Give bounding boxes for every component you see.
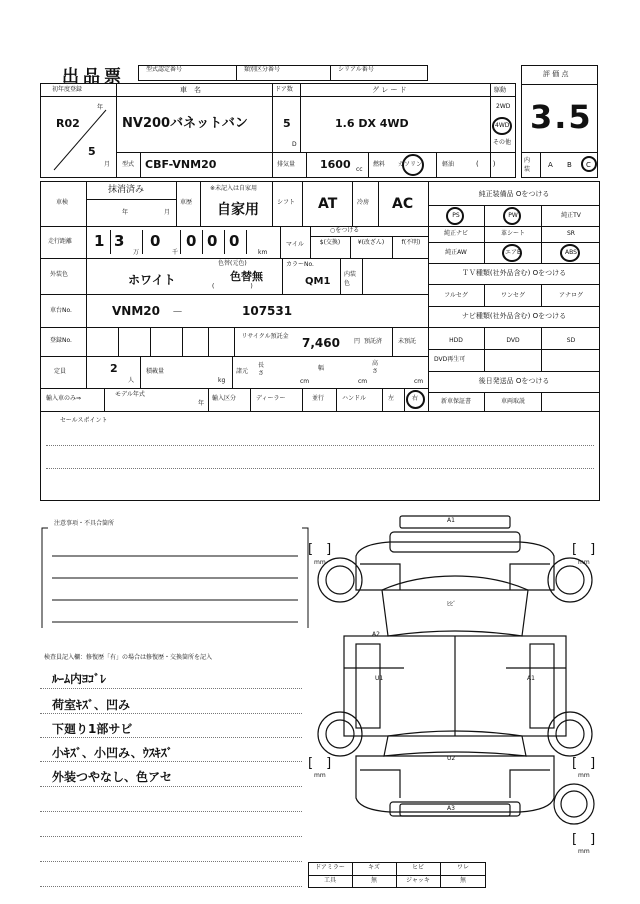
- model-year-label: モデル年式: [115, 391, 145, 398]
- history-value: 自家用: [217, 202, 259, 218]
- acc-header-crack: ヒビ: [411, 864, 424, 871]
- grade-value: 1.6 DX 4WD: [335, 117, 409, 130]
- mm-unit-fl: mm: [314, 559, 326, 566]
- displacement-label: 排気量: [277, 161, 296, 168]
- mm-bracket-rr: [ ]: [572, 756, 596, 771]
- drive-other: その他: [493, 139, 512, 146]
- length-label: 長さ: [258, 362, 265, 377]
- serial-label: シリアル番号: [338, 66, 374, 73]
- inspector-note-2: 荷室ｷｽﾞ、凹み: [52, 698, 131, 712]
- handle-left: 左: [388, 395, 395, 402]
- capacity-unit: 人: [128, 377, 135, 384]
- mm-bracket-rl: [ ]: [308, 756, 332, 771]
- acc-header-scratch: キズ: [368, 864, 380, 871]
- genuine-title: 純正装備品 Oをつける: [478, 190, 550, 198]
- inspector-note-1: ﾙｰﾑ内ﾖｺﾞﾚ: [52, 672, 107, 686]
- year-unit: 年: [97, 104, 104, 111]
- equip-ps-circle: [446, 207, 464, 225]
- car-name-label: 車 名: [180, 86, 201, 94]
- drive-2wd: 2WD: [496, 103, 511, 110]
- interior-c: C: [586, 161, 591, 169]
- length-unit: cm: [300, 378, 310, 385]
- later-manual: 車両取説: [500, 398, 525, 405]
- diagram-label-u1: U1: [375, 675, 384, 682]
- color-no-label: カラーNo.: [286, 261, 314, 268]
- capacity-label: 定員: [54, 368, 67, 375]
- later-warranty: 新車保証書: [440, 398, 471, 405]
- import-label: 輸入車のみ⇒: [46, 395, 82, 402]
- mm-bracket-fl: [ ]: [308, 542, 332, 557]
- equip-leather: 革シート: [500, 230, 525, 237]
- notes-label: 注意事項・不具合箇所: [54, 520, 115, 527]
- recycle-value: 7,460: [302, 336, 340, 350]
- width-label: 幅: [318, 365, 325, 372]
- color-value: ホワイト: [128, 273, 176, 287]
- drive-4wd: 4WD: [495, 122, 510, 129]
- width-unit: cm: [358, 378, 368, 385]
- mileage-digit-2: 3: [114, 232, 125, 250]
- diagram-label-a2: A2: [372, 631, 380, 638]
- doors-value: 5: [283, 117, 291, 130]
- diagram-label-u2: U2: [447, 755, 456, 762]
- recycle-label: リサイクル預託金: [241, 333, 289, 340]
- ac-label: 冷房: [357, 199, 370, 206]
- mileage-type-label: マイル: [286, 241, 304, 248]
- equip-pw-circle: [503, 207, 521, 225]
- reg-no-label: 登録No.: [50, 337, 72, 344]
- acc-header-break: ワレ: [456, 864, 469, 871]
- shaken-label: 車検: [56, 199, 69, 206]
- doors-unit: D: [292, 141, 297, 148]
- notes-bracket: [40, 520, 310, 630]
- class-no-label: 類別区分番号: [244, 66, 281, 73]
- mileage-digit-3: 0: [150, 232, 161, 250]
- tv-fullseg: フルセグ: [444, 292, 468, 299]
- diagram-label-a1-top: A1: [447, 517, 455, 524]
- mm-unit-rl: mm: [314, 772, 326, 779]
- load-label: 積載量: [146, 368, 165, 375]
- equip-tv: 純正TV: [561, 212, 581, 219]
- tv-analog: アナログ: [558, 292, 583, 299]
- nav-title: ナビ種類(社外品含む) Oをつける: [461, 312, 567, 320]
- score-label: 評 価 点: [543, 70, 569, 78]
- chassis-dash: －: [172, 305, 183, 318]
- nav-sd: SD: [566, 337, 576, 344]
- doors-label: ドア数: [275, 86, 293, 93]
- mileage-circle-note: ○をつける: [330, 227, 360, 234]
- shaken-year-unit: 年: [122, 209, 129, 216]
- recycle-yen: 円: [354, 338, 361, 345]
- equip-pw: PW: [508, 212, 518, 219]
- form-title: 出品票: [62, 67, 125, 87]
- chassis-label: 車台No.: [50, 307, 72, 314]
- reg-divider-slash: [50, 100, 110, 172]
- mm-unit-spare: mm: [578, 848, 590, 855]
- acc-header-mirror: ドアミラー: [315, 864, 345, 871]
- reg-era: R02: [56, 117, 80, 130]
- equip-airbag: エアB: [504, 249, 522, 256]
- acc-tools-label: 工具: [323, 877, 336, 884]
- drive-label: 駆動: [494, 87, 507, 94]
- mileage-digit-6: 0: [229, 232, 240, 250]
- car-name: NV200バネットバン: [122, 116, 248, 131]
- nav-dvd: DVD: [506, 337, 520, 344]
- diagram-label-windshield: ﾋﾋﾞ: [447, 601, 457, 608]
- shaken-month-unit: 月: [164, 209, 171, 216]
- sales-point-label: セールスポイント: [60, 417, 108, 424]
- tv-title: ＴＶ種類(社外品含む) Oをつける: [461, 269, 567, 277]
- drive-4wd-circle: [492, 117, 512, 135]
- equip-ps: PS: [452, 212, 460, 219]
- dvd-play: DVD再生可: [434, 356, 466, 363]
- recycle-paid: 預託済: [364, 338, 383, 345]
- acc-tools-value: 無: [370, 877, 377, 884]
- repaint-value: 色替無: [230, 270, 263, 283]
- reg-month: 5: [88, 145, 96, 158]
- equip-abs-circle: [560, 244, 580, 262]
- height-unit: cm: [414, 378, 424, 385]
- mileage-unknown: f(不明): [401, 239, 421, 246]
- load-unit: kg: [218, 377, 226, 384]
- model-value: CBF-VNM20: [145, 158, 217, 171]
- acc-jack-value: 無: [459, 877, 466, 884]
- import-dealer: ディーラー: [256, 395, 286, 402]
- handle-right: 右: [412, 395, 419, 402]
- unit-man: 万: [133, 249, 140, 256]
- equip-sr: SR: [567, 230, 575, 237]
- mileage-digit-4: 0: [186, 232, 197, 250]
- interior-c-circle: [581, 156, 597, 172]
- grade-label: グ レ ー ド: [372, 86, 407, 94]
- mm-bracket-spare: [ ]: [572, 832, 596, 847]
- history-label: 車歴: [180, 199, 193, 206]
- color-label: 外装色: [50, 271, 69, 278]
- type-cert-label: 型式認定番号: [146, 66, 183, 73]
- shift-label: シフト: [277, 199, 296, 206]
- diagram-label-a1-right: A1: [527, 675, 535, 682]
- mm-unit-rr: mm: [578, 772, 590, 779]
- acc-jack-label: ジャッキ: [406, 877, 430, 884]
- recycle-unpaid: 未預託: [398, 338, 417, 345]
- first-reg-label: 初年度登録: [52, 86, 83, 93]
- mileage-digit-1: 1: [94, 232, 105, 250]
- mileage-digit-5: 0: [207, 232, 218, 250]
- car-damage-diagram: [304, 508, 614, 878]
- repaint-label: 色替(元色): [218, 260, 247, 267]
- ac-value: AC: [392, 196, 414, 212]
- equip-navi: 純正ナビ: [443, 230, 468, 237]
- mileage-tampered: ¥(改ざん): [357, 239, 385, 246]
- shaken-status: 抹消済み: [108, 185, 145, 195]
- unit-sen: 千: [172, 249, 179, 256]
- month-unit: 月: [104, 161, 111, 168]
- handle-label: ハンドル: [342, 395, 367, 402]
- equip-airbag-circle: [502, 244, 522, 262]
- mm-unit-fr: mm: [578, 559, 590, 566]
- dims-label: 諸元: [236, 368, 249, 375]
- equip-aw: 純正AW: [445, 249, 467, 256]
- interior-label: 内装: [524, 157, 531, 173]
- fuel-label: 燃料: [373, 161, 386, 168]
- fuel-diesel: 軽油: [442, 161, 455, 168]
- color-no-value: QM1: [305, 276, 331, 287]
- model-year-unit: 年: [198, 400, 205, 407]
- diagram-label-a3: A3: [447, 805, 455, 812]
- handle-right-circle: [406, 390, 425, 409]
- tv-oneseg: ワンセグ: [500, 292, 525, 299]
- history-note: ※未記入は自家用: [210, 185, 258, 192]
- capacity-value: 2: [110, 362, 118, 375]
- chassis-number: 107531: [242, 304, 293, 318]
- inspector-label: 検査員記入欄：修復歴「有」の場合は修復歴・交換箇所を記入: [44, 654, 213, 661]
- mileage-label: 走行距離: [48, 238, 73, 245]
- shift-value: AT: [318, 196, 338, 212]
- fuel-gasoline-circle: [402, 154, 424, 176]
- inspector-note-5: 外装つやなし、色アセ: [52, 770, 172, 784]
- inspector-note-4: 小ｷｽﾞ、小凹み、ｳｽｷｽﾞ: [52, 746, 173, 760]
- equip-abs: ABS: [565, 249, 577, 256]
- import-cat-label: 輸入区分: [212, 395, 237, 402]
- displacement-unit: cc: [356, 166, 363, 173]
- unit-km: km: [258, 249, 268, 256]
- later-title: 後日発送品 Oをつける: [478, 377, 550, 385]
- interior-color-label: 内装色: [344, 271, 357, 287]
- height-label: 高さ: [372, 360, 379, 375]
- chassis-prefix: VNM20: [112, 304, 160, 318]
- mm-bracket-fr: [ ]: [572, 542, 596, 557]
- interior-b: B: [567, 161, 572, 169]
- score-value: 3.5: [530, 98, 593, 136]
- interior-a: A: [548, 161, 553, 169]
- import-parallel: 並行: [312, 395, 325, 402]
- inspector-note-3: 下廻り1部サビ: [52, 722, 133, 736]
- mileage-exchange: $(交換): [319, 239, 341, 246]
- model-prefix: 型式: [122, 161, 135, 168]
- displacement-value: 1600: [320, 158, 351, 171]
- fuel-gasoline: ガソリン: [398, 161, 423, 168]
- nav-hdd: HDD: [449, 337, 463, 344]
